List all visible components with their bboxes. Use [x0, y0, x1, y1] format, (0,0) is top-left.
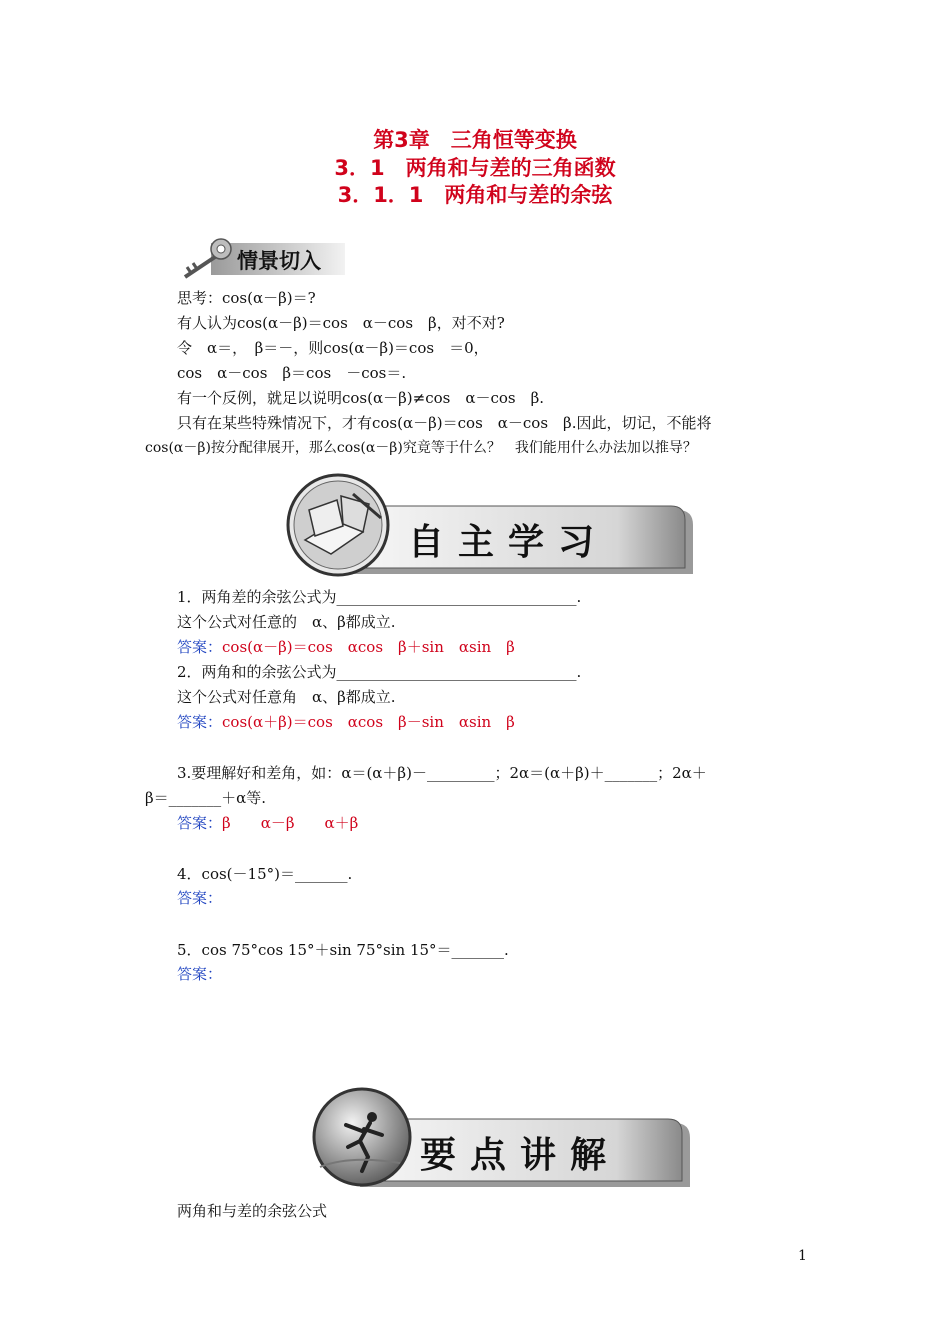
answer-3	[177, 813, 358, 833]
intro-line: 有一个反例，就足以说明cos(α－β)≠cos α－cos β.	[177, 389, 545, 407]
intro-line: 只有在某些特殊情况下，才有cos(α－β)＝cos α－cos β.因此，切记，不能将	[177, 414, 712, 432]
answer-4	[177, 888, 222, 908]
question-4: 4．cos(－15°)＝_______.	[177, 865, 353, 883]
page-number: 1	[798, 1248, 807, 1264]
scenario-banner-label: 情景切入	[237, 249, 321, 273]
question-2: 2．两角和的余弦公式为________________________________.	[177, 663, 582, 681]
answer-label: 答案：	[177, 713, 223, 731]
scenario-banner	[175, 235, 347, 281]
answer-2	[177, 712, 515, 732]
answer-label: 答案：	[177, 965, 223, 983]
question-2-note: 这个公式对任意角 α、β都成立.	[177, 688, 396, 706]
question-3-line1: 3.要理解好和差角，如：α＝(α＋β)－_________；2α＝(α＋β)＋_______；2α＋	[177, 764, 707, 782]
chapter-title: 第3章 三角恒等变换	[373, 128, 577, 152]
self-study-banner	[283, 470, 703, 580]
self-study-banner-label: 自主学习	[408, 522, 609, 563]
intro-line: cos α－cos β＝cos －cos＝.	[177, 364, 407, 382]
answer-1-text: cos(α－β)＝cos αcos β＋sin αsin β	[222, 638, 515, 656]
answer-5	[177, 964, 222, 984]
intro-line: 思考：cos(α－β)＝?	[177, 289, 316, 307]
formula-heading: 两角和与差的余弦公式	[177, 1202, 328, 1220]
question-1-note: 这个公式对任意的 α、β都成立.	[177, 613, 396, 631]
answer-2-text: cos(α＋β)＝cos αcos β－sin αsin β	[222, 713, 515, 731]
intro-line: cos(α－β)按分配律展开，那么cos(α－β)究竟等于什么？ 我们能用什么办法加以推导？	[145, 440, 697, 456]
answer-label: 答案：	[177, 638, 223, 656]
key-points-banner	[290, 1085, 695, 1193]
question-1: 1．两角差的余弦公式为________________________________.	[177, 588, 582, 606]
question-5: 5．cos 75°cos 15°＋sin 75°sin 15°＝_______.	[177, 941, 509, 959]
subsection-title: 3．1．1 两角和与差的余弦	[337, 183, 613, 207]
answer-1	[177, 637, 515, 657]
answer-3-text: β α－β α＋β	[222, 814, 359, 832]
key-points-banner-label: 要点讲解	[420, 1135, 621, 1176]
answer-label: 答案：	[177, 814, 223, 832]
question-3-line2: β＝_______＋α等.	[145, 789, 267, 807]
intro-line: 令 α＝， β＝－，则cos(α－β)＝cos ＝0，	[177, 339, 489, 357]
answer-label: 答案：	[177, 889, 223, 907]
section-title: 3．1 两角和与差的三角函数	[334, 156, 616, 180]
intro-line: 有人认为cos(α－β)＝cos α－cos β，对不对?	[177, 314, 505, 332]
